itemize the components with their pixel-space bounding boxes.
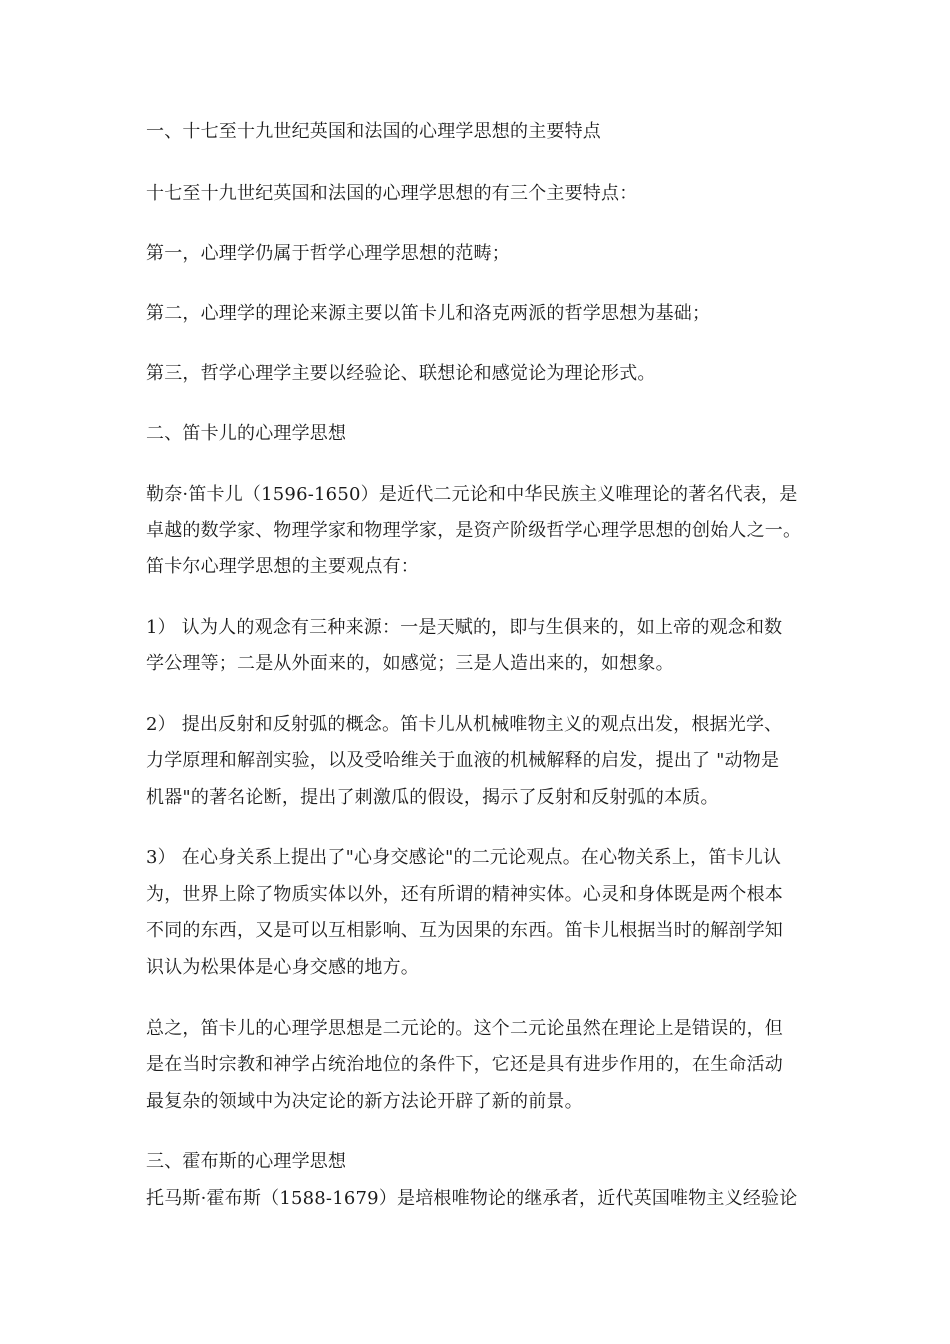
paragraph-line: 勒奈·笛卡儿（1596-1650）是近代二元论和中华民族主义唯理论的著名代表，是 <box>146 484 798 505</box>
paragraph-line: 总之，笛卡儿的心理学思想是二元论的。这个二元论虽然在理论上是错误的，但 <box>146 1018 783 1039</box>
list-item-line: 1） 认为人的观念有三种来源：一是天赋的，即与生俱来的，如上帝的观念和数 <box>146 617 783 638</box>
section-heading-3: 三、霍布斯的心理学思想 <box>146 1151 347 1172</box>
section-heading-2: 二、笛卡儿的心理学思想 <box>146 423 347 444</box>
paragraph-line: 十七至十九世纪英国和法国的心理学思想的有三个主要特点： <box>146 183 638 204</box>
paragraph-line: 第三，哲学心理学主要以经验论、联想论和感觉论为理论形式。 <box>146 363 656 384</box>
list-item-line: 为，世界上除了物质实体以外，还有所谓的精神实体。心灵和身体既是两个根本 <box>146 884 783 905</box>
list-item-line: 2） 提出反射和反射弧的概念。笛卡儿从机械唯物主义的观点出发，根据光学、 <box>146 714 783 735</box>
paragraph-line: 托马斯·霍布斯（1588-1679）是培根唯物论的继承者，近代英国唯物主义经验论 <box>146 1188 798 1209</box>
paragraph-line: 最复杂的领域中为决定论的新方法论开辟了新的前景。 <box>146 1091 583 1112</box>
list-item-line: 3） 在心身关系上提出了"心身交感论"的二元论观点。在心物关系上，笛卡儿认 <box>146 847 782 868</box>
list-item-line: 机器"的著名论断，提出了刺激瓜的假设，揭示了反射和反射弧的本质。 <box>146 787 719 808</box>
list-item-line: 识认为松果体是心身交感的地方。 <box>146 957 419 978</box>
list-item-line: 学公理等；二是从外面来的，如感觉；三是人造出来的，如想象。 <box>146 653 674 674</box>
paragraph-line: 笛卡尔心理学思想的主要观点有： <box>146 556 419 577</box>
list-item-line: 不同的东西，又是可以互相影响、互为因果的东西。笛卡儿根据当时的解剖学知 <box>146 920 783 941</box>
paragraph-line: 第二，心理学的理论来源主要以笛卡儿和洛克两派的哲学思想为基础； <box>146 303 711 324</box>
paragraph-line: 卓越的数学家、物理学家和物理学家，是资产阶级哲学心理学思想的创始人之一。 <box>146 520 802 541</box>
list-item-line: 力学原理和解剖实验，以及受哈维关于血液的机械解释的启发，提出了 "动物是 <box>146 750 780 771</box>
section-heading-1: 一、十七至十九世纪英国和法国的心理学思想的主要特点 <box>146 121 601 142</box>
paragraph-line: 是在当时宗教和神学占统治地位的条件下，它还是具有进步作用的，在生命活动 <box>146 1054 783 1075</box>
paragraph-line: 第一，心理学仍属于哲学心理学思想的范畴； <box>146 243 510 264</box>
